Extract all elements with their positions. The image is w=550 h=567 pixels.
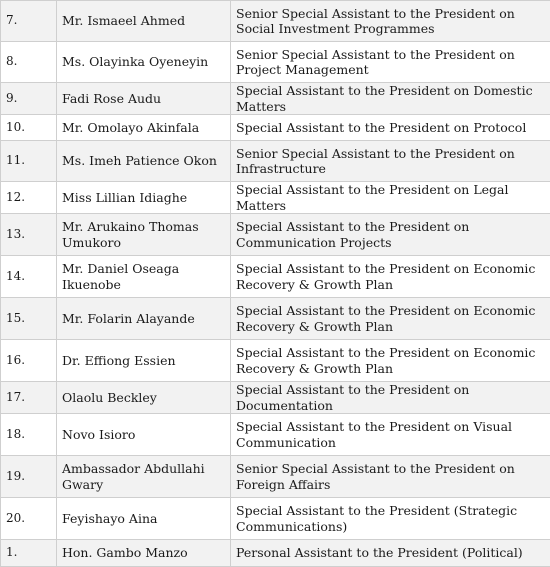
row-number: 7. — [1, 1, 57, 42]
appointee-role: Special Assistant to the President on Communication Projects — [231, 214, 550, 256]
row-number: 9. — [1, 83, 57, 115]
appointee-role: Special Assistant to the President on Visual Communication — [231, 414, 550, 456]
row-number: 11. — [1, 141, 57, 182]
table-row — [1, 256, 550, 298]
row-number: 16. — [1, 340, 57, 382]
table-row — [1, 214, 550, 256]
row-number: 14. — [1, 256, 57, 298]
appointee-role: Special Assistant to the President (Strategic Communications) — [231, 498, 550, 540]
row-number: 1. — [1, 540, 57, 567]
row-number: 17. — [1, 382, 57, 414]
appointee-name: Ms. Olayinka Oyeneyin — [57, 42, 231, 83]
appointee-role: Special Assistant to the President on Legal Matters — [231, 182, 550, 214]
row-number: 18. — [1, 414, 57, 456]
row-number: 19. — [1, 456, 57, 498]
appointee-name: Mr. Daniel Oseaga Ikuenobe — [57, 256, 231, 298]
appointee-name: Mr. Arukaino Thomas Umukoro — [57, 214, 231, 256]
table-row — [1, 414, 550, 456]
appointee-role: Senior Special Assistant to the President on Project Management — [231, 42, 550, 83]
appointee-name: Mr. Ismaeel Ahmed — [57, 1, 231, 42]
row-number: 13. — [1, 214, 57, 256]
appointee-role: Senior Special Assistant to the President on Foreign Affairs — [231, 456, 550, 498]
appointee-name: Ambassador Abdullahi Gwary — [57, 456, 231, 498]
row-number: 15. — [1, 298, 57, 340]
appointee-name: Dr. Effiong Essien — [57, 340, 231, 382]
appointee-role: Special Assistant to the President on Documentation — [231, 382, 550, 414]
appointee-name: Novo Isioro — [57, 414, 231, 456]
table-row — [1, 42, 550, 83]
appointee-name: Hon. Gambo Manzo — [57, 540, 231, 567]
appointee-role: Special Assistant to the President on Economic Recovery & Growth Plan — [231, 340, 550, 382]
appointee-name: Ms. Imeh Patience Okon — [57, 141, 231, 182]
appointee-name: Miss Lillian Idiaghe — [57, 182, 231, 214]
row-number: 20. — [1, 498, 57, 540]
table-row — [1, 340, 550, 382]
table-row — [1, 141, 550, 182]
appointee-role: Senior Special Assistant to the President on Social Investment Programmes — [231, 1, 550, 42]
appointments-table-body — [1, 1, 550, 567]
row-number: 10. — [1, 115, 57, 141]
appointee-name: Feyishayo Aina — [57, 498, 231, 540]
appointee-name: Olaolu Beckley — [57, 382, 231, 414]
appointee-role: Personal Assistant to the President (Political) — [231, 540, 550, 567]
table-row — [1, 83, 550, 115]
table-row — [1, 382, 550, 414]
appointee-role: Special Assistant to the President on Economic Recovery & Growth Plan — [231, 298, 550, 340]
table-row — [1, 115, 550, 141]
appointee-role: Special Assistant to the President on Economic Recovery & Growth Plan — [231, 256, 550, 298]
table-row — [1, 298, 550, 340]
table-row — [1, 498, 550, 540]
table-row — [1, 540, 550, 567]
appointee-role: Special Assistant to the President on Domestic Matters — [231, 83, 550, 115]
appointee-role: Special Assistant to the President on Protocol — [231, 115, 550, 141]
table-row — [1, 456, 550, 498]
appointee-name: Mr. Folarin Alayande — [57, 298, 231, 340]
appointee-role: Senior Special Assistant to the President on Infrastructure — [231, 141, 550, 182]
appointee-name: Fadi Rose Audu — [57, 83, 231, 115]
table-row — [1, 182, 550, 214]
appointee-name: Mr. Omolayo Akinfala — [57, 115, 231, 141]
table-row — [1, 1, 550, 42]
row-number: 12. — [1, 182, 57, 214]
row-number: 8. — [1, 42, 57, 83]
